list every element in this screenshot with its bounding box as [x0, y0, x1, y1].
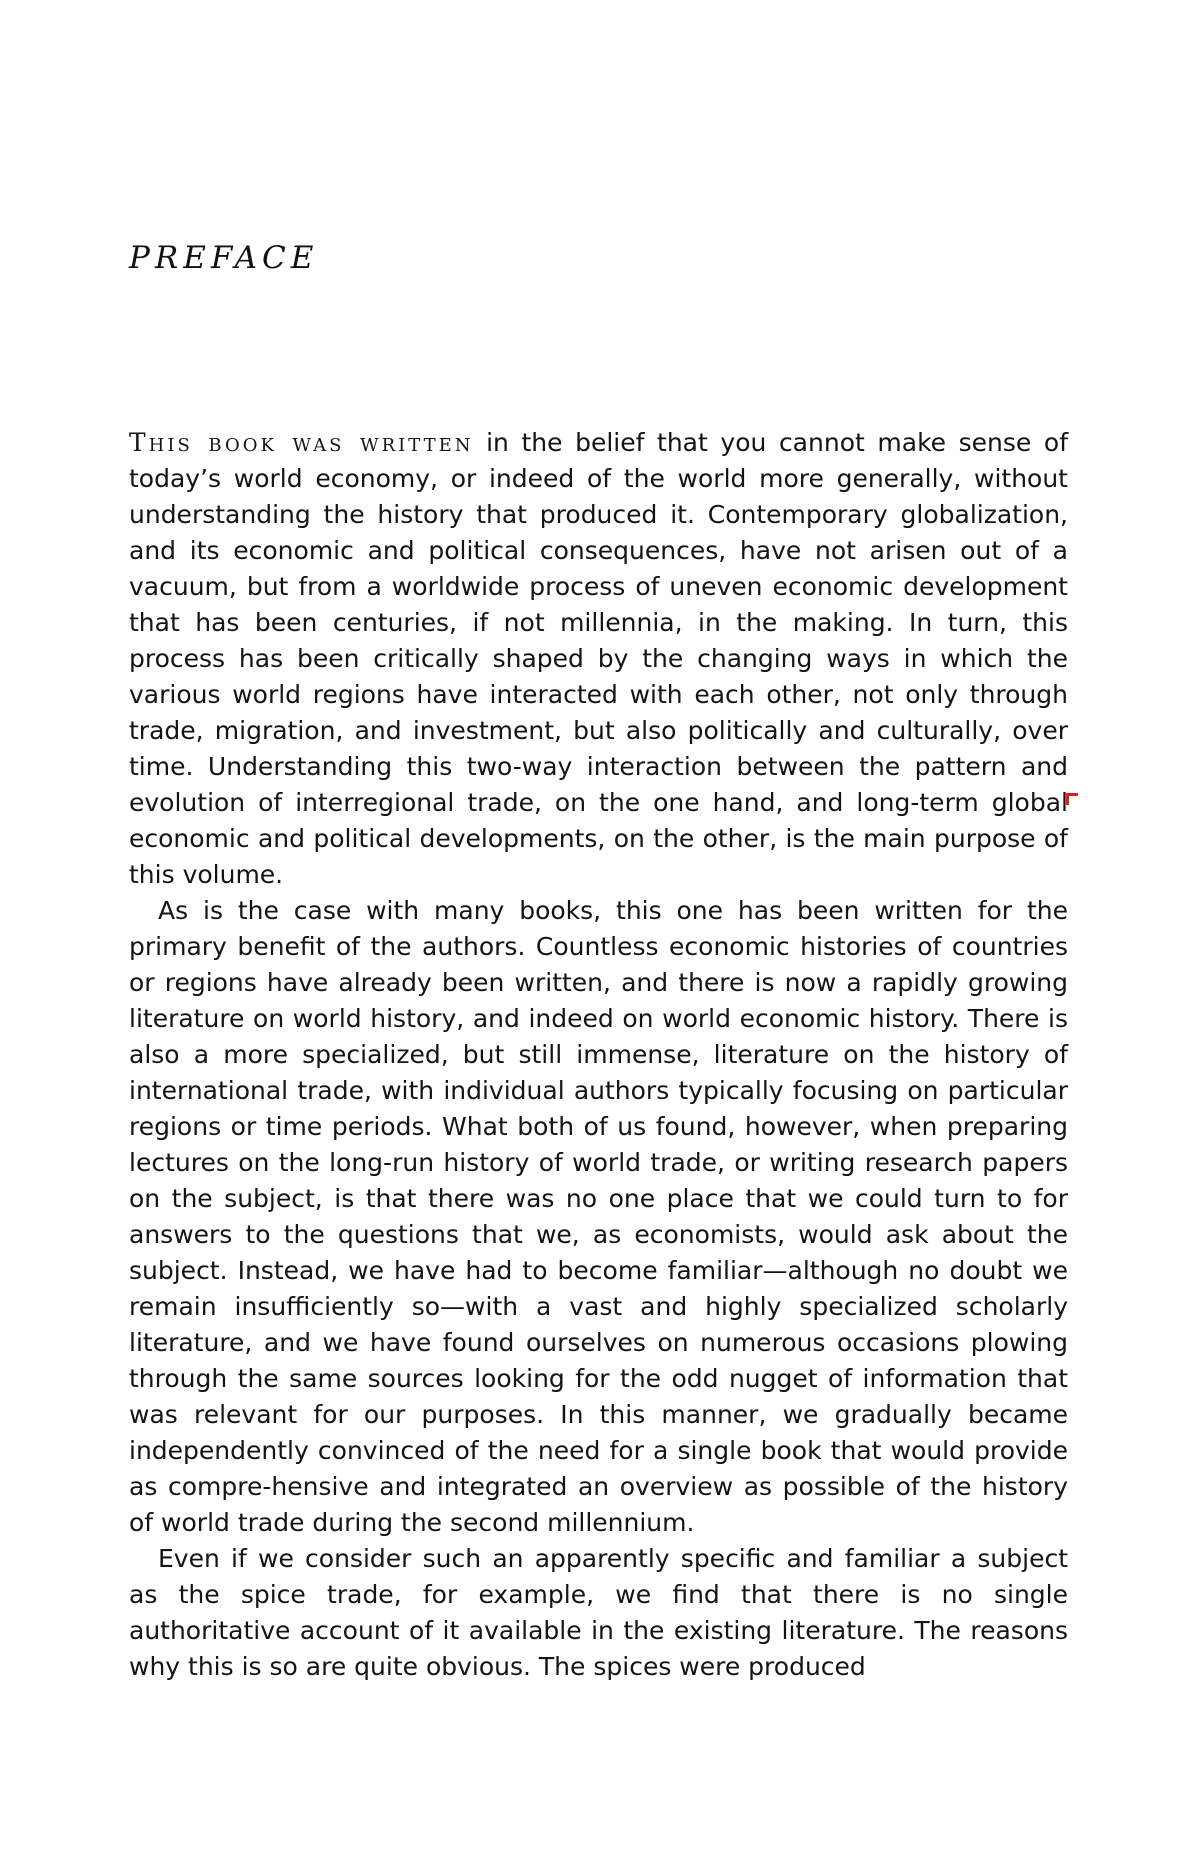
paragraph-2: As is the case with many books, this one has been written for the primary benefit of the authors. Countless economic histories of countries or regions have already been written, and there is now a rapidly growing literature on world history, and indeed on world economic history. There is also a more specialized, but still immense, literature on the history of international trade, with individual authors typically focusing on particular regions or time periods. What both of us found, however, when preparing lectures on the long-run history of world trade, or writing research papers on the subject, is that there was no one place that we could turn to for answers to the questions that we, as economists, would ask about the subject. Instead, we have had to become familiar—although no doubt we remain insufficiently so—with a vast and highly specialized scholarly literature, and we have found ourselves on numerous occasions plowing through the same sources looking for the odd nugget of information that was relevant for our purposes. In this manner, we gradually became independently convinced of the need for a single book that would provide as compre-hensive and integrated an overview as possible of the history of world trade during the second millennium.	[129, 896, 1068, 1537]
opening-smallcaps: This book was written	[129, 428, 474, 457]
revision-mark-icon	[1066, 793, 1078, 805]
paragraph-1	[129, 425, 1068, 893]
paragraph-1-text: in the belief that you cannot make sense of today’s world economy, or indeed of the world more generally, without understanding the history that produced it. Contemporary globalization, and its economic and political consequences, have not arisen out of a vacuum, but from a worldwide process of uneven economic development that has been centuries, if not millennia, in the making. In turn, this process has been critically shaped by the changing ways in which the various world regions have interacted with each other, not only through trade, migration, and investment, but also politically and culturally, over time. Understanding this two-way interaction between the pattern and evolution of interregional trade, on the one hand, and long-term global economic and political developments, on the other, is the main purpose of this volume.	[129, 428, 1068, 889]
paragraph-3: Even if we consider such an apparently specific and familiar a subject as the spice trade, for example, we find that there is no single authoritative account of it available in the existing literature. The reasons why this is so are quite obvious. The spices were produced	[129, 1544, 1068, 1681]
preface-body	[129, 425, 1068, 1685]
chapter-heading: PREFACE	[129, 240, 319, 276]
